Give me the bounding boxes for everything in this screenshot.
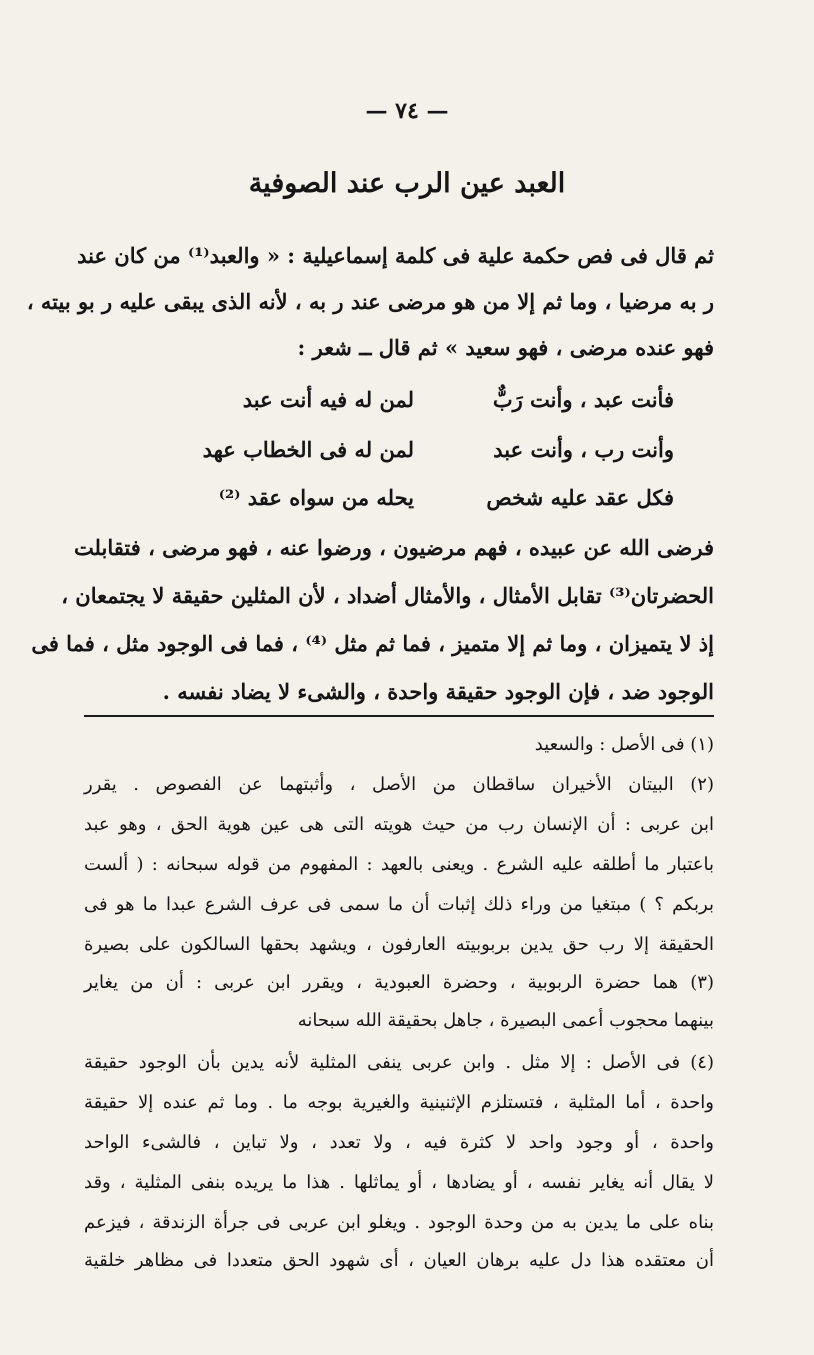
footnote-line: لا يقال أنه يغاير نفسه ، أو يضادها ، أو يماثلها . هذا ما يريده بنفى المثلية ، وقد <box>84 1172 714 1193</box>
footnote-line: باعتبار ما أطلقه عليه الشرع . ويعنى بالعهد : المفهوم من قوله سبحانه : ( ألست <box>84 854 714 875</box>
footnote-line: الحقيقة إلا رب حق يدين بربوبيته العارفون ، ويشهد بحقها السالكون على بصيرة <box>84 934 714 955</box>
body-line: فرضى الله عن عبيده ، فهم مرضيون ، ورضوا عنه ، فهو مرضى ، فتقابلت <box>73 535 714 560</box>
body-line: الحضرتان⁽³⁾ تقابل الأمثال ، والأمثال أضداد ، لأن المثلين حقيقة لا يجتمعان ، <box>61 583 714 608</box>
page-number: — ٧٤ — <box>365 98 449 124</box>
footnote-line: (٤) فى الأصل : إلا مثل . وابن عربى ينفى المثلية لأنه يدين بأن الوجود حقيقة <box>84 1052 714 1073</box>
body-line: ثم قال فى فص حكمة علية فى كلمة إسماعيلية : « والعبد⁽¹⁾ من كان عند <box>77 243 714 268</box>
footnote-line: (٢) البيتان الأخيران ساقطان من الأصل ، وأثبتهما عن الفصوص . يقرر <box>84 774 714 795</box>
verse-hemistich-left: لمن له فيه أنت عبد <box>242 387 414 412</box>
footnote-line: بناه على ما يدين به من وحدة الوجود . ويغلو ابن عربى فى جرأة الزندقة ، فيزعم <box>84 1212 714 1233</box>
verse-hemistich-left: لمن له فى الخطاب عهد <box>202 437 414 462</box>
footnote-line: أن معتقده هذا دل عليه برهان العيان ، أى شهود الحق متعددا فى مظاهر خلقية <box>84 1250 714 1271</box>
verse-hemistich-right: وأنت رب ، وأنت عبد <box>493 437 674 462</box>
verse-hemistich-right: فأنت عبد ، وأنت رَبٌّ <box>492 387 674 412</box>
footnote-line: (٣) هما حضرة الربوبية ، وحضرة العبودية ، ويقرر ابن عربى : أن من يغاير <box>84 972 714 993</box>
body-line: فهو عنده مرضى ، فهو سعيد » ثم قال ــ شعر : <box>297 335 714 360</box>
body-line: ر به مرضيا ، وما ثم إلا من هو مرضى عند ر به ، لأنه الذى يبقى عليه ر بو بيته ، <box>26 289 714 314</box>
footnote-line: واحدة ، أو وجود واحد لا كثرة فيه ، ولا تعدد ، ولا تباين ، فالشىء الواحد <box>84 1132 714 1153</box>
body-line: إذ لا يتميزان ، وما ثم إلا متميز ، فما ثم مثل ⁽⁴⁾ ، فما فى الوجود مثل ، فما فى <box>31 631 714 656</box>
footnote-line: بينهما محجوب أعمى البصيرة ، جاهل بحقيقة الله سبحانه <box>297 1010 714 1031</box>
body-line: الوجود ضد ، فإن الوجود حقيقة واحدة ، والشىء لا يضاد نفسه . <box>162 679 714 704</box>
footnote-line: ابن عربى : أن الإنسان رب من حيث هويته التى هى عين هوية الحق ، وهو عبد <box>84 814 714 835</box>
footnote-divider <box>84 715 714 717</box>
section-title: العبد عين الرب عند الصوفية <box>248 168 566 199</box>
footnote-line: (١) فى الأصل : والسعيد <box>534 734 714 755</box>
footnote-line: بربكم ؟ ) مبتغيا من وراء ذلك إثبات أن ما سمى فى عرف الشرع عبدا ما هو فى <box>84 894 714 915</box>
verse-hemistich-right: فكل عقد عليه شخص <box>486 485 674 510</box>
verse-hemistich-left: يحله من سواه عقد ⁽²⁾ <box>218 485 414 510</box>
footnote-line: واحدة ، أما المثلية ، فتستلزم الإثنينية والغيرية بوجه ما . وما ثم عنده إلا حقيقة <box>84 1092 714 1113</box>
